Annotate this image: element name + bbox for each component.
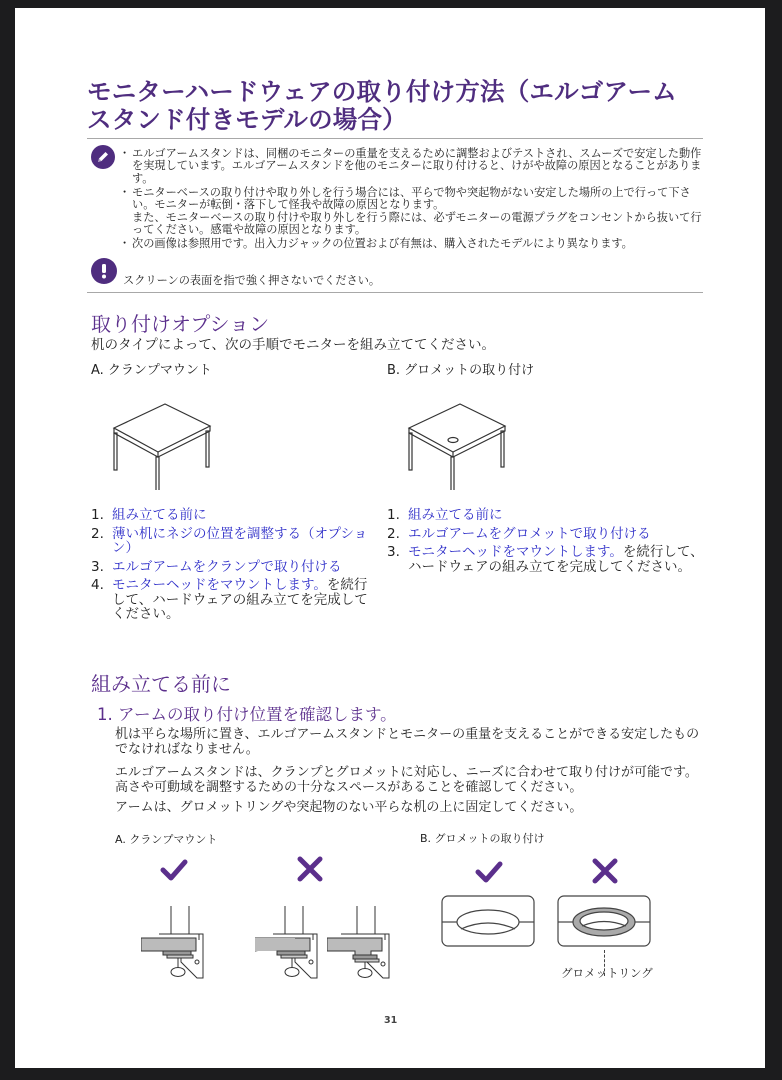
option-a-label: A. クランプマウント	[91, 363, 212, 378]
figure-b-label: B. グロメットの取り付け	[420, 832, 545, 845]
step-link[interactable]: エルゴアームをクランプで取り付ける	[112, 558, 342, 575]
note-item: ・ エルゴアームスタンドは、同梱のモニターの重量を支えるために調整およびテストされ、スムーズで安定した動作を実現しています。エルゴアームスタンドを他のモニターに取り付けると、けがや故障の原因となることがあります。	[123, 148, 708, 185]
option-a-steps	[91, 508, 376, 626]
warning-text: スクリーンの表面を指で強く押さないでください。	[123, 274, 381, 287]
step-item: 1. 組み立てる前に	[387, 507, 503, 523]
clamp-wrong-illustration	[327, 906, 397, 984]
step-link[interactable]: モニターヘッドをマウントします。	[112, 577, 327, 593]
figure-a-label: A. クランプマウント	[115, 833, 218, 846]
cross-icon	[592, 858, 618, 884]
notes-list	[123, 148, 708, 252]
note-item: ・ 次の画像は参照用です。出入力ジャックの位置および有無は、購入されたモデルにより異なります。	[123, 238, 708, 250]
note-item-continued: また、モニターベースの取り付けや取り外しを行う際には、必ずモニターの電源プラグをコンセントから抜いて行ってください。感電や故障の原因となります。	[132, 210, 702, 236]
option-b-steps	[387, 508, 707, 578]
option-b-label: B. グロメットの取り付け	[387, 363, 535, 378]
step-item: 3. エルゴアームをクランプで取り付ける	[91, 558, 342, 575]
step-link[interactable]: モニターヘッドをマウントします。	[408, 544, 623, 560]
document-page	[15, 8, 765, 1068]
clamp-correct-illustration	[141, 906, 211, 984]
clamp-wrong-illustration	[255, 906, 325, 984]
grommet-desk-illustration	[405, 400, 515, 490]
pencil-icon	[91, 145, 115, 169]
step-item: 4. モニターヘッドをマウントします。を続行して、ハードウェアの組み立てを完成してください。	[91, 577, 368, 622]
step-item: 1. 組み立てる前に	[91, 507, 207, 523]
options-intro: 机のタイプによって、次の手順でモニターを組み立ててください。	[91, 337, 496, 353]
step-link[interactable]: エルゴアームをグロメットで取り付ける	[408, 525, 651, 542]
step-link[interactable]: 組み立てる前に	[112, 507, 207, 523]
step-heading: 1. アームの取り付け位置を確認します。	[97, 705, 397, 724]
check-icon	[160, 858, 188, 882]
grommet-wrong-illustration	[557, 895, 651, 947]
step-item: 3. モニターヘッドをマウントします。を続行して、ハードウェアの組み立てを完成してください。	[387, 544, 704, 575]
page-title: モニターハードウェアの取り付け方法（エルゴアーム スタンド付きモデルの場合）	[87, 77, 677, 134]
grommet-ring-label: グロメットリング	[561, 966, 653, 980]
step-item: 2. 薄い机にネジの位置を調整する（オプション）	[91, 525, 368, 556]
grommet-correct-illustration	[441, 895, 535, 947]
note-item: ・ モニターベースの取り付けや取り外しを行う場合には、平らで物や突起物がない安定した場所の上で行って下さい。モニターが転倒・落下して怪我や故障の原因となります。	[123, 187, 708, 212]
paragraph: 机は平らな場所に置き、エルゴアームスタンドとモニターの重量を支えることができる安定したものでなければなりません。	[115, 727, 700, 757]
exclamation-icon	[91, 258, 117, 284]
clamp-desk-illustration	[110, 400, 220, 490]
divider	[87, 138, 703, 139]
cross-icon	[297, 856, 323, 882]
section-heading-options: 取り付けオプション	[91, 312, 270, 336]
paragraph: アームは、グロメットリングや突起物のない平らな机の上に固定してください。	[115, 800, 583, 815]
divider	[87, 292, 703, 293]
paragraph: エルゴアームスタンドは、クランプとグロメットに対応し、ニーズに合わせて取り付けが可能です。高さや可動域を調整するための十分なスペースがあることを確認してください。	[115, 765, 698, 795]
page-number: 31	[384, 1015, 398, 1026]
step-link[interactable]: 組み立てる前に	[408, 507, 503, 523]
section-heading-before-assembly: 組み立てる前に	[91, 672, 231, 696]
check-icon	[475, 860, 503, 884]
step-link[interactable]: 薄い机にネジの位置を調整する（オプション）	[112, 525, 368, 556]
step-item: 2. エルゴアームをグロメットで取り付ける	[387, 525, 651, 542]
